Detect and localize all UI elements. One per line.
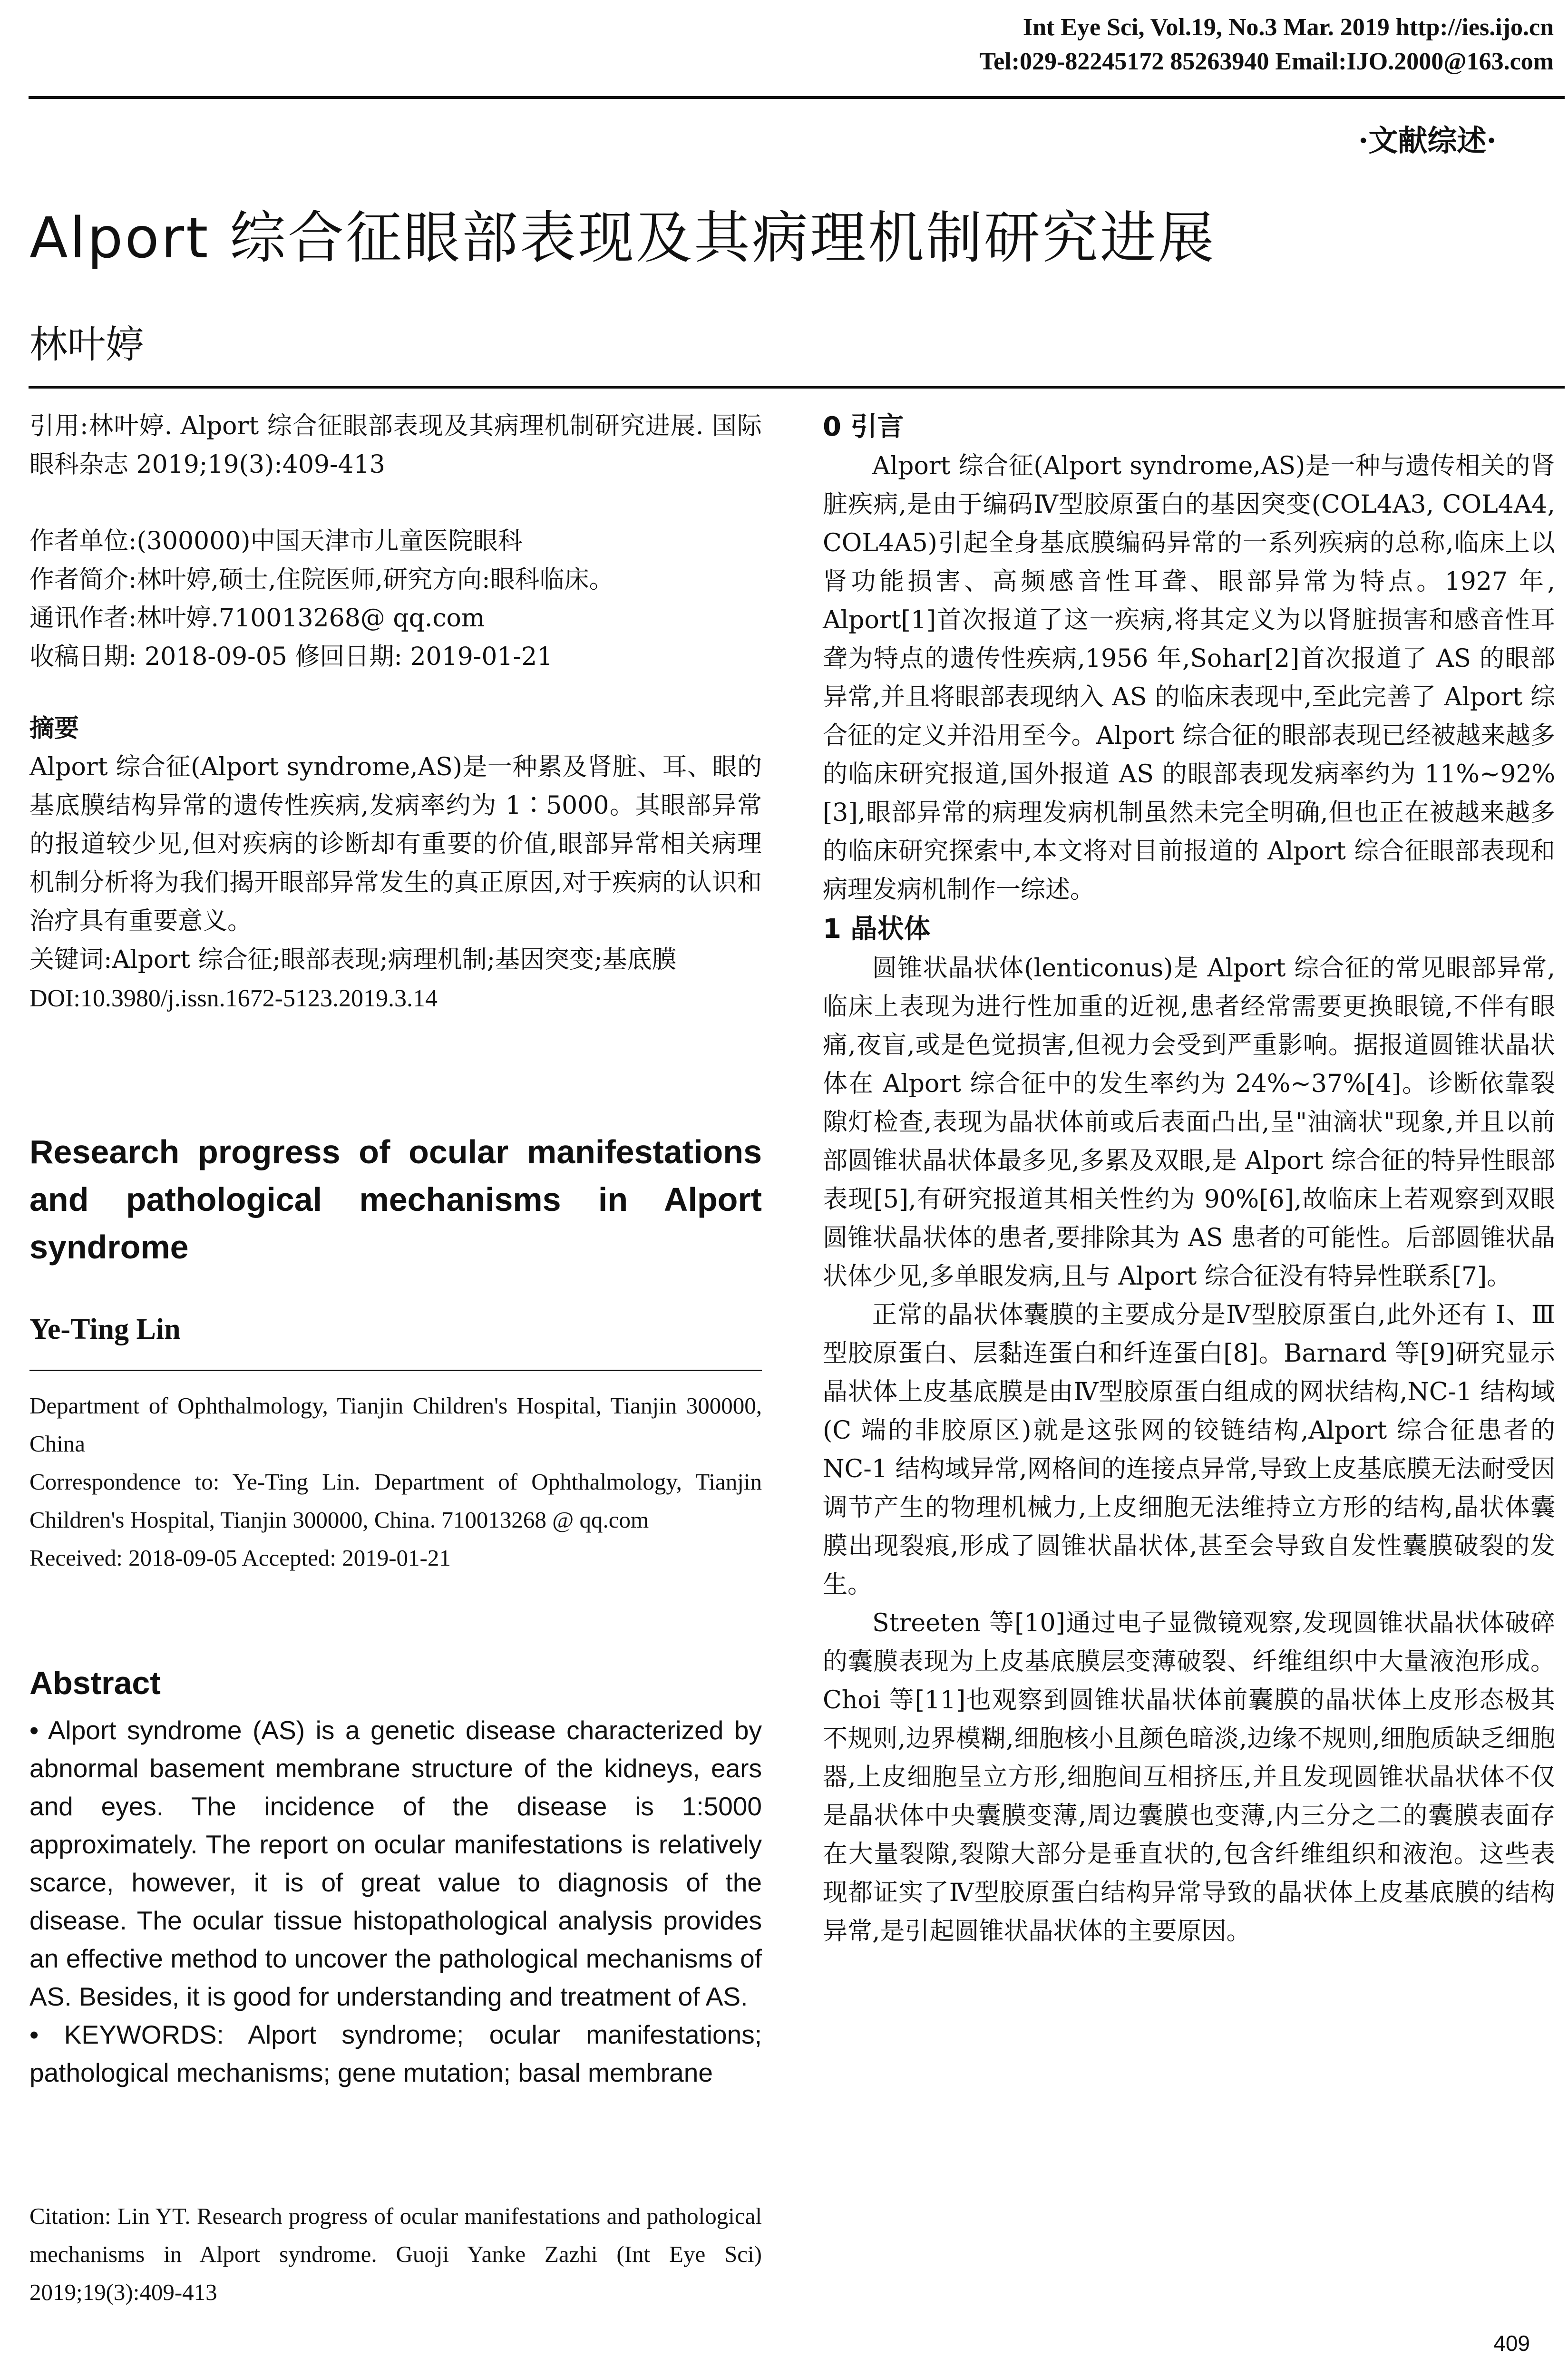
section-1-paragraph-3: Streeten 等[10]通过电子显微镜观察,发现圆锥状晶状体破碎的囊膜表现为上皮基底膜层变薄破裂、纤维组织中大量液泡形成。Choi 等[11]也观察到圆锥状晶状体前囊膜的晶状体上皮形态极其不规则,边界模糊,细胞核小且颜色暗淡,边缘不规则,细胞质缺乏细胞器,上皮细胞呈立方形,细胞间互相挤压,并且发现圆锥状晶状体不仅是晶状体中央囊膜变薄,周边囊膜也变薄,内三分之二的囊膜表面存在大量裂隙,裂隙大部分是垂直状的,包含纤维组织和液泡。这些表现都证实了Ⅳ型胶原蛋白结构异常导致的晶状体上皮基底膜的结构异常,是引起圆锥状晶状体的主要原因。 — [823, 1609, 1555, 1946]
doi: DOI:10.3980/j.issn.1672-5123.2019.3.14 — [29, 985, 438, 1012]
abstract-heading: 摘要 — [29, 714, 79, 743]
right-column — [823, 407, 1555, 1951]
title-rule — [29, 386, 1565, 389]
english-author: Ye-Ting Lin — [29, 1313, 181, 1345]
article-title: Alport 综合征眼部表现及其病理机制研究进展 — [29, 205, 1216, 271]
abstract-cn: Alport 综合征(Alport syndrome,AS)是一种累及肾脏、耳、眼的基底膜结构异常的遗传性疾病,发病率约为 1∶5000。其眼部异常的报道较少见,但对疾病的诊断却有重要的价值,眼部异常相关病理机制分析将为我们揭开眼部异常发生的真正原因,对于疾病的认识和治疗具有重要意义。 — [29, 753, 762, 935]
english-department: Department of Ophthalmology, Tianjin Children's Hospital, Tianjin 300000, China — [29, 1393, 762, 1457]
section-1-paragraph-2: 正常的晶状体囊膜的主要成分是Ⅳ型胶原蛋白,此外还有 Ⅰ、Ⅲ 型胶原蛋白、层黏连蛋白和纤连蛋白[8]。Barnard 等[9]研究显示晶状体上皮基底膜是由Ⅳ型胶原蛋白组成的网状结构,NC-1 结构域(C 端的非胶原区)就是这张网的铰链结构,Alport 综合征患者的 NC-1 结构域异常,网格间的连接点异常,导致上皮基底膜无法耐受因调节产生的物理机械力,上皮细胞无法维持立方形的结构,晶状体囊膜出现裂痕,形成了圆锥状晶状体,甚至会导致自发性囊膜破裂的发生。 — [823, 1301, 1555, 1599]
header-rule — [29, 96, 1565, 99]
english-keywords: • KEYWORDS: Alport syndrome; ocular manifestations; pathological mechanisms; gene mutation; basal membrane — [29, 2020, 762, 2087]
received-revised-dates: 收稿日期: 2018-09-05 修回日期: 2019-01-21 — [29, 643, 553, 671]
author-affiliation: 作者单位:(300000)中国天津市儿童医院眼科 — [29, 527, 523, 555]
section-label: ·文献综述· — [1358, 123, 1497, 158]
english-author-rule — [29, 1370, 762, 1371]
english-title: Research progress of ocular manifestations and pathological mechanisms in Alport syndrome — [29, 1133, 762, 1266]
english-abstract-heading: Abstract — [29, 1665, 161, 1701]
section-0-paragraph: Alport 综合征(Alport syndrome,AS)是一种与遗传相关的肾脏疾病,是由于编码Ⅳ型胶原蛋白的基因突变(COL4A3, COL4A4, COL4A5)引起全身基底膜编码异常的一系列疾病的总称,临床上以肾功能损害、高频感音性耳聋、眼部异常为特点。1927 年, Alport[1]首次报道了这一疾病,将其定义为以肾脏损害和感音性耳聋为特点的遗传性疾病,1956 年,Sohar[2]首次报道了 AS 的眼部异常,并且将眼部表现纳入 AS 的临床表现中,至此完善了 Alport 综合征的定义并沿用至今。Alport 综合征的眼部表现已经被越来越多的临床研究报道,国外报道 AS 的眼部表现发病率约为 11%~92%[3],眼部异常的病理发病机制虽然未完全明确,但也正在被越来越多的临床研究探索中,本文将对目前报道的 Alport 综合征眼部表现和病理发病机制作一综述。 — [823, 452, 1555, 904]
left-column — [29, 407, 762, 1018]
author-bio: 作者简介:林叶婷,硕士,住院医师,研究方向:眼科临床。 — [29, 565, 614, 594]
page-number: 409 — [1493, 2331, 1530, 2356]
section-1-heading: 1 晶状体 — [823, 914, 931, 945]
journal-info-line: Int Eye Sci, Vol.19, No.3 Mar. 2019 http://ies.ijo.cn — [1023, 14, 1554, 41]
english-correspondence: Correspondence to: Ye-Ting Lin. Department of Ophthalmology, Tianjin Children's Hospital, Tianjin 300000, China. 710013268 @ qq.com — [29, 1469, 762, 1533]
english-citation: Citation: Lin YT. Research progress of ocular manifestations and pathological mechanisms in Alport syndrome. Guoji Yanke Zazhi (Int Eye Sci) 2019;19(3):409-413 — [29, 2203, 762, 2305]
journal-header — [979, 10, 1554, 79]
english-abstract-text: • Alport syndrome (AS) is a genetic disease characterized by abnormal basement membrane structure of the kidneys, ears and eyes. The incidence of the disease is 1:5000 approximately. The report on ocular manifestations is relatively scarce, however, it is of great value to diagnosis of the disease. The ocular tissue histopathological analysis provides an effective method to uncover the pathological mechanisms of AS. Besides, it is good for understanding and treatment of AS. — [29, 1715, 762, 2011]
section-1-paragraph-1: 圆锥状晶状体(lenticonus)是 Alport 综合征的常见眼部异常,临床上表现为进行性加重的近视,患者经常需要更换眼镜,不伴有眼痛,夜盲,或是色觉损害,但视力会受到严重影响。据报道圆锥状晶状体在 Alport 综合征中的发生率约为 24%~37%[4]。诊断依靠裂隙灯检查,表现为晶状体前或后表面凸出,呈"油滴状"现象,并且以前部圆锥状晶状体最多见,多累及双眼,是 Alport 综合征的特异性眼部表现[5],有研究报道其相关性约为 90%[6],故临床上若观察到双眼圆锥状晶状体的患者,要排除其为 AS 患者的可能性。后部圆锥状晶状体少见,多单眼发病,且与 Alport 综合征没有特异性联系[7]。 — [823, 954, 1555, 1291]
corresponding-author: 通讯作者:林叶婷.710013268@ qq.com — [29, 604, 485, 633]
author-name: 林叶婷 — [29, 322, 144, 367]
citation-cn: 引用:林叶婷. Alport 综合征眼部表现及其病理机制研究进展. 国际眼科杂志 2019;19(3):409-413 — [29, 412, 762, 479]
section-0-heading: 0 引言 — [823, 411, 904, 442]
english-meta — [29, 1387, 762, 1577]
english-dates: Received: 2018-09-05 Accepted: 2019-01-21 — [29, 1545, 451, 1571]
keywords-cn: 关键词:Alport 综合征;眼部表现;病理机制;基因突变;基底膜 — [29, 945, 677, 974]
journal-contact-line: Tel:029-82245172 85263940 Email:IJO.2000@163.com — [979, 48, 1554, 75]
english-abstract — [29, 1711, 762, 2092]
